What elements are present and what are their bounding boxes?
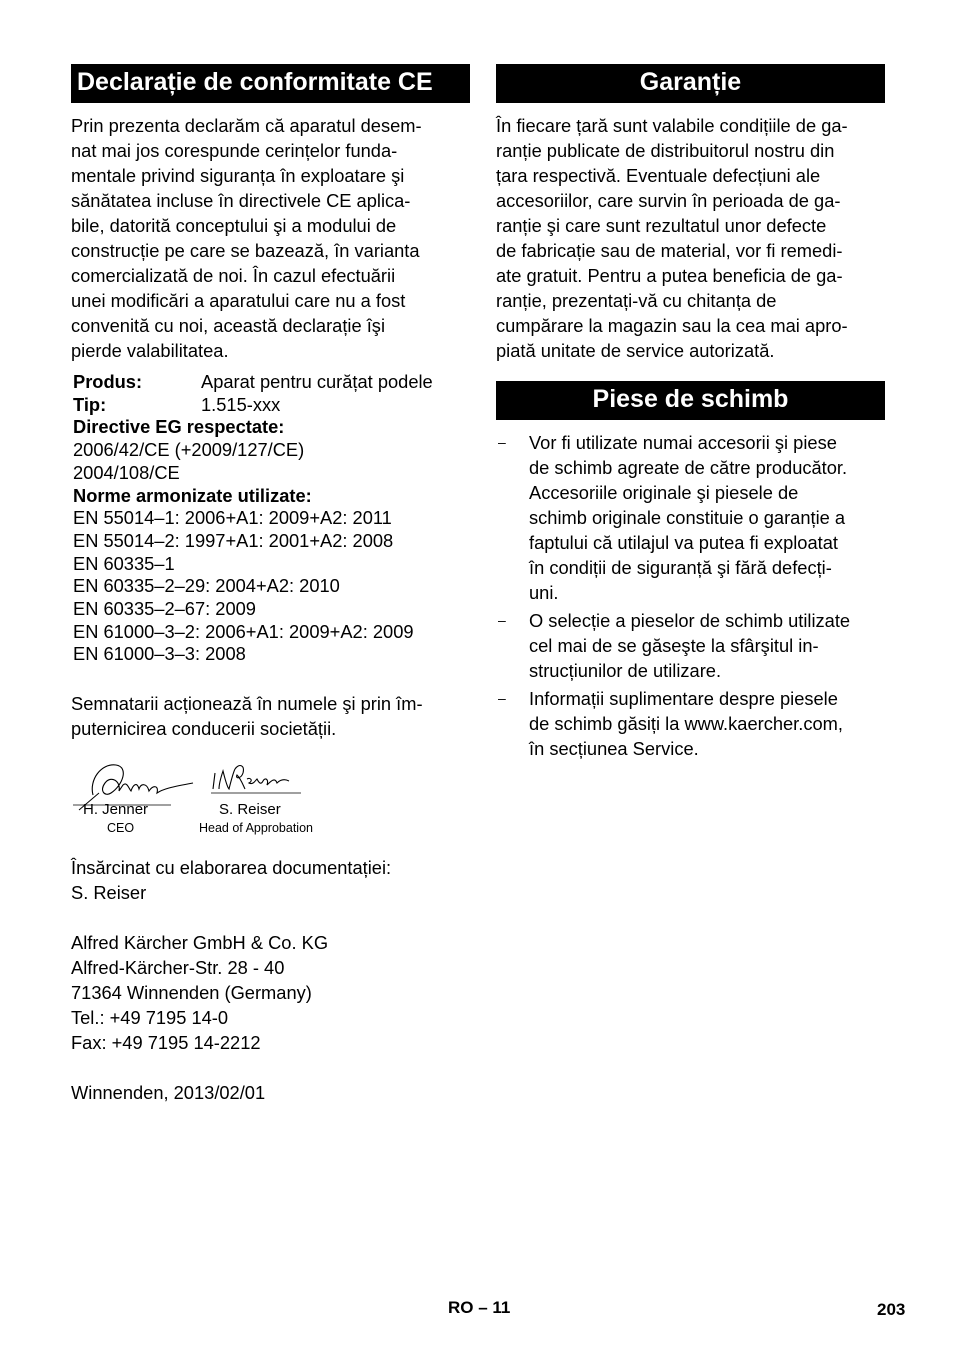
norm-item: EN 55014–1: 2006+A1: 2009+A2: 2011 [73,507,392,529]
directive-item: 2004/108/CE [73,461,180,483]
dash-bullet: – [498,434,506,450]
place-date: Winnenden, 2013/02/01 [71,1082,266,1104]
company-address: Alfred Kärcher GmbH & Co. KG Alfred-Kärcher-Str. 28 - 40 71364 Winnenden (Germany) Tel.: +49 7195 14-0 Fax: +49 7195 14-2212 [71,932,329,1054]
dash-bullet: – [498,612,506,628]
list-item [496,608,885,683]
declaration-column [71,64,470,1105]
footer-page-number: 203 [877,1300,906,1319]
norm-item: EN 61000–3–2: 2006+A1: 2009+A2: 2009 [73,620,414,642]
product-value: Aparat pentru curățat podele [201,371,433,392]
type-label: Tip: [73,393,107,415]
norms-label: Norme armonizate utilizate: [73,484,312,506]
right-column [496,64,885,764]
directives-label: Directive EG respectate: [73,416,285,438]
signer1-role: CEO [107,821,135,836]
declaration-intro: Prin prezenta declarăm că aparatul desem- nat mai jos corespunde cerințelor funda- mentale privind siguranța în exploatare şi sănătatea incluse în directivele CE aplica- bile, datorită conceptului şi a modului de construcție pe care se bazează, în varianta comercializată de noi. În cazul efectuării unei modificări a aparatului care nu a fost convenită cu noi, această declarație îşi pierde valabilitatea. [71,115,422,361]
norm-item: EN 61000–3–3: 2008 [73,643,246,665]
norm-item: EN 60335–2–29: 2004+A2: 2010 [73,575,340,597]
type-value: 1.515-xxx [201,393,281,415]
documentation-text: Însărcinat cu elaborarea documentației: S. Reiser [71,857,392,904]
signer2-name: S. Reiser [219,801,281,819]
footer-section-label: RO – 11 [448,1298,511,1317]
spare-parts-list [496,430,885,761]
product-specs [71,371,470,666]
list-item [496,430,885,605]
warranty-text: În fiecare țară sunt valabile condițiile de ga- ranție publicate de distribuitorul nostru din țara respectivă. Eventuale defecțiuni ale accesoriilor, care survin în perioada de ga- ranție şi care sunt rezultatul unor defecte de fabricație sau de material, vor fi remedi- ate gratuit. Pentru a putea beneficia de ga- ranție, prezentați-vă cu chitanța de cumpărare la magazin sau la cea mai apro- piată unitate de service autorizată. [496,115,848,361]
declaration-heading: Declarație de conformitate CE [71,64,470,103]
spare-parts-heading: Piese de schimb [496,381,885,420]
signatories-text: Semnatarii acționează în numele şi prin îm- puternicirea conducerii societății. [71,693,423,740]
norm-item: EN 60335–1 [73,552,175,574]
product-row [73,371,470,394]
type-row [73,394,470,417]
list-item-text: Informații suplimentare despre piesele de schimb găsiți la www.kaercher.com, în secțiunea Service. [529,688,843,759]
norm-item: EN 60335–2–67: 2009 [73,598,256,620]
signature-reiser-image [209,759,309,799]
dash-bullet: – [498,690,506,706]
signer2-role: Head of Approbation [199,821,313,836]
norm-item: EN 55014–2: 1997+A1: 2001+A2: 2008 [73,529,394,551]
warranty-heading: Garanție [496,64,885,103]
directive-item: 2006/42/CE (+2009/127/CE) [73,439,305,461]
list-item-text: O selecție a pieselor de schimb utilizate cel mai de se găseşte la sfârşitul in- strucțiunilor de utilizare. [529,610,851,681]
signature-block [71,753,470,853]
list-item-text: Vor fi utilizate numai accesorii şi piese de schimb agreate de către producător. Accesoriile originale şi piesele de schimb originale constituie o garanție a faptului că utilajul va putea fi exploatat în condiții de siguranță şi fără defecți- uni. [529,432,848,603]
signer1-name: H. Jenner [83,801,149,819]
product-label: Produs: [73,371,143,392]
list-item [496,686,885,761]
